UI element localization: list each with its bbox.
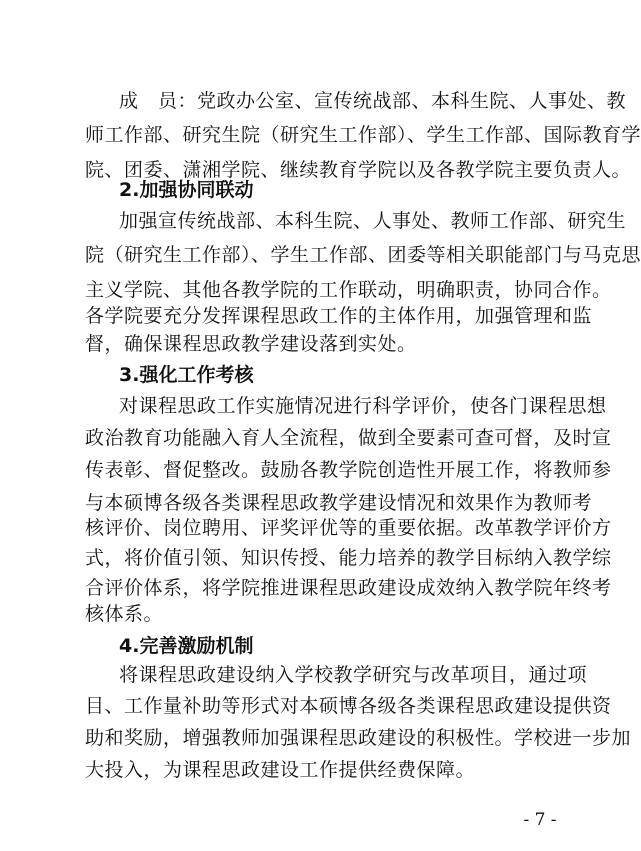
text-line: 传表彰、督促整改。鼓励各教学院创造性开展工作，将教师参	[85, 459, 612, 481]
text-line: 将课程思政建设纳入学校教学研究与改革项目，通过项	[119, 664, 588, 686]
text-line: 加强宣传统战部、本科生院、人事处、教师工作部、研究生	[119, 210, 627, 232]
text-line: 大投入，为课程思政建设工作提供经费保障。	[85, 759, 476, 781]
page-number: - 7 -	[523, 810, 557, 830]
text-line: 院、团委、潇湘学院、继续教育学院以及各教学院主要负责人。	[85, 159, 632, 181]
text-line: 院（研究生工作部）、学生工作部、团委等相关职能部门与马克思	[85, 244, 641, 266]
section-heading: 4.完善激励机制	[119, 635, 254, 657]
text-line: 对课程思政工作实施情况进行科学评价，使各门课程思想	[119, 395, 607, 417]
text-line: 成 员：党政办公室、宣传统战部、本科生院、人事处、教	[119, 90, 627, 112]
text-line: 主义学院、其他各教学院的工作联动，明确职责，协同合作。	[85, 279, 612, 301]
text-line: 核评价、岗位聘用、评奖评优等的重要依据。改革教学评价方	[85, 517, 612, 539]
section-heading: 2.加强协同联动	[119, 179, 254, 201]
text-line: 政治教育功能融入育人全流程，做到全要素可查可督，及时宣	[85, 427, 612, 449]
text-line: 核体系。	[85, 603, 164, 625]
text-line: 式，将价值引领、知识传授、能力培养的教学目标纳入教学综	[85, 547, 612, 569]
text-line: 合评价体系，将学院推进课程思政建设成效纳入教学院年终考	[85, 577, 612, 599]
section-heading: 3.强化工作考核	[119, 364, 254, 386]
text-line: 目、工作量补助等形式对本硕博各级各类课程思政建设提供资	[85, 695, 612, 717]
text-line: 各学院要充分发挥课程思政工作的主体作用，加强管理和监	[85, 305, 593, 327]
text-line: 师工作部、研究生院（研究生工作部）、学生工作部、国际教育学	[85, 124, 641, 146]
text-line: 与本硕博各级各类课程思政教学建设情况和效果作为教师考	[85, 492, 593, 514]
text-line: 助和奖励，增强教师加强课程思政建设的积极性。学校进一步加	[85, 727, 632, 749]
text-line: 督，确保课程思政教学建设落到实处。	[85, 333, 417, 355]
